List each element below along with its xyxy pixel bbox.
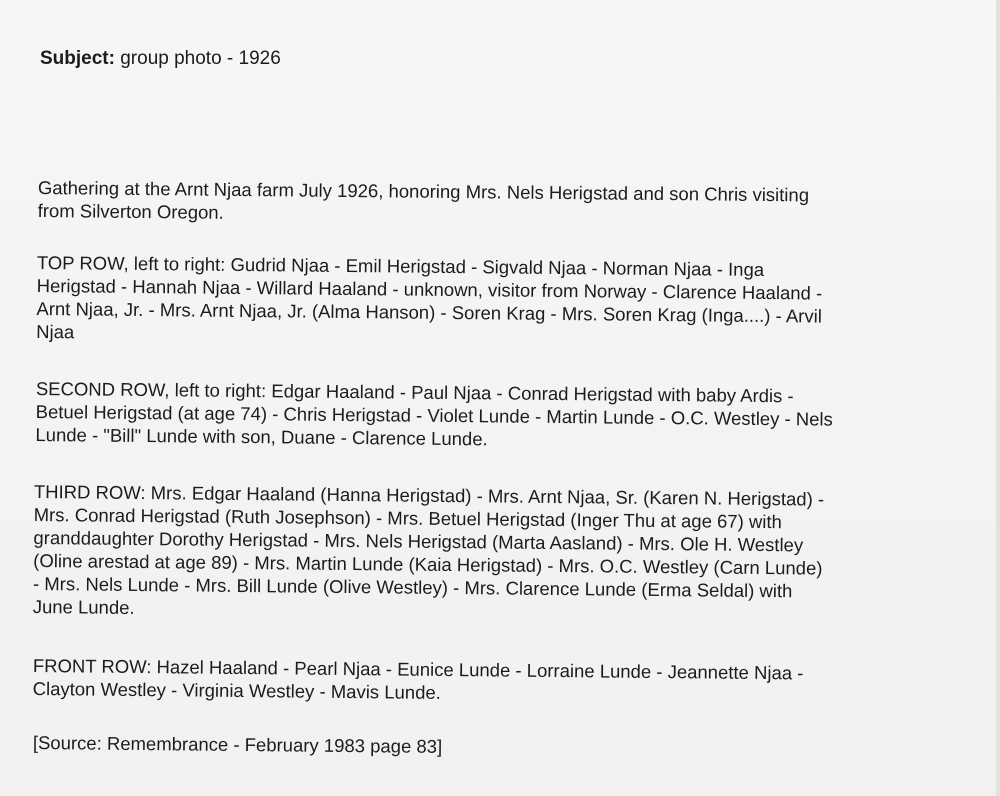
text-line: from Silverton Oregon.	[37, 199, 224, 223]
text-line: THIRD ROW: Mrs. Edgar Haaland (Hanna Herigstad) - Mrs. Arnt Njaa, Sr. (Karen N. Herigstad) -	[33, 480, 825, 510]
text-line: SECOND ROW, left to right: Edgar Haaland - Paul Njaa - Conrad Herigstad with baby Ardis -	[35, 377, 794, 407]
text-line: Herigstad - Hannah Njaa - Willard Haaland - unknown, visitor from Norway - Clarence Haaland -	[36, 274, 823, 304]
text-line: granddaughter Dorothy Herigstad - Mrs. Nels Herigstad (Marta Aasland) - Mrs. Ole H. Westley	[33, 526, 804, 556]
subject-value: group photo - 1926	[114, 48, 281, 69]
front-row-paragraph	[33, 654, 983, 709]
text-line: (Oline arestad at age 89) - Mrs. Martin Lunde (Kaia Herigstad) - Mrs. O.C. Westley (Carn Lunde)	[33, 549, 823, 579]
text-line: Clayton Westley - Virginia Westley - Mavis Lunde.	[32, 677, 441, 703]
text-line: Mrs. Conrad Herigstad (Ruth Josephson) - Mrs. Betuel Herigstad (Inger Thu at age 67) with	[33, 503, 782, 533]
text-line: Njaa	[36, 320, 75, 343]
second-row-paragraph	[35, 377, 986, 455]
text-line: Gathering at the Arnt Njaa farm July 1926, honoring Mrs. Nels Herigstad and son Chris visiting	[37, 176, 810, 206]
text-line: Lunde - "Bill" Lunde with son, Duane - Clarence Lunde.	[35, 423, 488, 450]
intro-paragraph	[38, 176, 988, 231]
third-row-paragraph	[33, 480, 984, 627]
text-line: TOP ROW, left to right: Gudrid Njaa - Emil Herigstad - Sigvald Njaa - Norman Njaa - Inga	[36, 251, 765, 280]
text-line: - Mrs. Nels Lunde - Mrs. Bill Lunde (Olive Westley) - Mrs. Clarence Lunde (Erma Seldal) with	[32, 572, 793, 602]
subject-line	[40, 47, 281, 71]
text-line: [Source: Remembrance - February 1983 page 83]	[32, 731, 443, 757]
top-row-paragraph	[36, 251, 987, 352]
subject-label: Subject:	[40, 48, 115, 69]
source-citation	[33, 731, 983, 763]
text-line: FRONT ROW: Hazel Haaland - Pearl Njaa - Eunice Lunde - Lorraine Lunde - Jeannette Njaa -	[32, 654, 804, 684]
text-line: June Lunde.	[32, 595, 135, 618]
page-edge	[996, 0, 1000, 796]
text-line: Arnt Njaa, Jr. - Mrs. Arnt Njaa, Jr. (Alma Hanson) - Soren Krag - Mrs. Soren Krag (Inga....) - Arvil	[36, 297, 822, 327]
text-line: Betuel Herigstad (at age 74) - Chris Herigstad - Violet Lunde - Martin Lunde - O.C. Westley - Nels	[35, 400, 833, 430]
